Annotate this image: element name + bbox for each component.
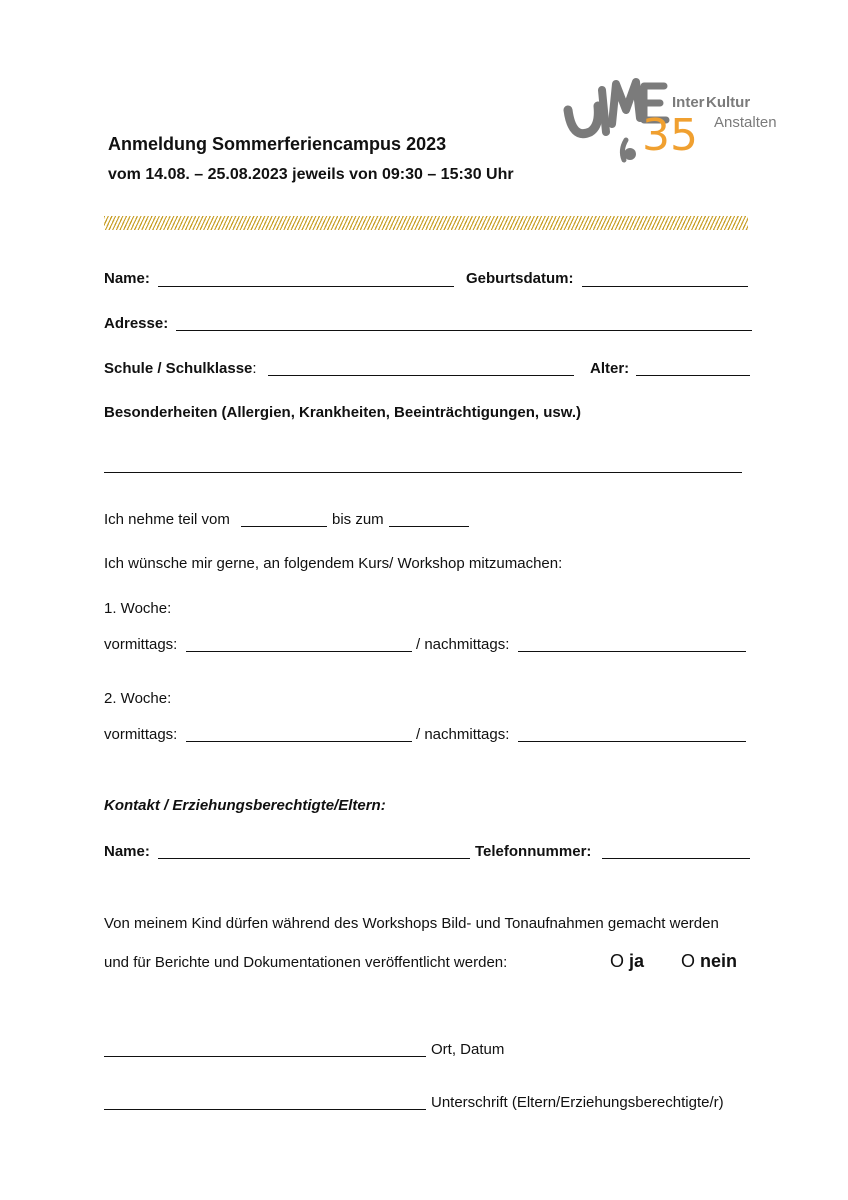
decorative-divider [104, 216, 748, 230]
week2-morning-field[interactable] [186, 741, 412, 742]
logo-number: 35 [642, 110, 698, 161]
week2-morning-label: vormittags: [104, 726, 178, 743]
week1-morning-label: vormittags: [104, 636, 178, 653]
contact-name-label: Name: [104, 843, 150, 860]
phone-field[interactable] [602, 858, 750, 859]
school-label-text: Schule / Schulklasse [104, 360, 253, 377]
week1-morning-field[interactable] [186, 651, 412, 652]
page-title: Anmeldung Sommerferiencampus 2023 [108, 134, 447, 154]
consent-no-label: nein [700, 951, 738, 971]
birthdate-field[interactable] [582, 286, 748, 287]
school-label [104, 360, 257, 377]
contact-heading: Kontakt / Erziehungsberechtigte/Eltern: [104, 797, 386, 814]
school-field[interactable] [268, 375, 574, 376]
participate-until-label: bis zum [332, 511, 384, 528]
phone-label: Telefonnummer: [475, 843, 592, 860]
consent-text-line2: und für Berichte und Dokumentationen veröffentlicht werden: [104, 954, 508, 971]
special-needs-label: Besonderheiten (Allergien, Krankheiten, Beeinträchtigungen, usw.) [104, 404, 582, 421]
place-date-label: Ort, Datum [431, 1041, 505, 1058]
workshop-wish-text: Ich wünsche mir gerne, an folgendem Kurs/ Workshop mitzumachen: [104, 555, 563, 572]
week1-afternoon-field[interactable] [518, 651, 746, 652]
special-needs-field[interactable] [104, 472, 742, 473]
contact-name-field[interactable] [158, 858, 470, 859]
week1-label: 1. Woche: [104, 600, 172, 617]
participate-until-field[interactable] [389, 526, 469, 527]
consent-text-line1: Von meinem Kind dürfen während des Workshops Bild- und Tonaufnahmen gemacht werden [104, 915, 719, 932]
logo-inter: Inter [672, 94, 705, 111]
age-label: Alter: [590, 360, 630, 377]
address-label: Adresse: [104, 315, 169, 332]
logo-kultur: Kultur [706, 94, 751, 111]
consent-yes-label: ja [629, 951, 645, 971]
participate-from-label: Ich nehme teil vom [104, 511, 230, 528]
logo [560, 70, 790, 170]
week2-afternoon-field[interactable] [518, 741, 746, 742]
week1-afternoon-label: / nachmittags: [416, 636, 510, 653]
page-subtitle: vom 14.08. – 25.08.2023 jeweils von 09:30 – 15:30 Uhr [108, 166, 514, 183]
signature-label: Unterschrift (Eltern/Erziehungsberechtigte/r) [431, 1094, 724, 1111]
week2-label: 2. Woche: [104, 690, 172, 707]
consent-yes-radio[interactable]: O [610, 951, 625, 971]
school-colon: : [252, 360, 257, 377]
signature-field[interactable] [104, 1109, 426, 1110]
week2-afternoon-label: / nachmittags: [416, 726, 510, 743]
logo-anstalten: Anstalten [714, 114, 777, 131]
consent-no-radio[interactable]: O [681, 951, 696, 971]
consent-no-option[interactable] [681, 951, 737, 972]
consent-yes-option[interactable] [610, 951, 644, 972]
age-field[interactable] [636, 375, 750, 376]
address-field[interactable] [176, 330, 752, 331]
name-field[interactable] [158, 286, 454, 287]
name-label: Name: [104, 270, 150, 287]
birthdate-label: Geburtsdatum: [466, 270, 574, 287]
participate-from-field[interactable] [241, 526, 327, 527]
place-date-field[interactable] [104, 1056, 426, 1057]
